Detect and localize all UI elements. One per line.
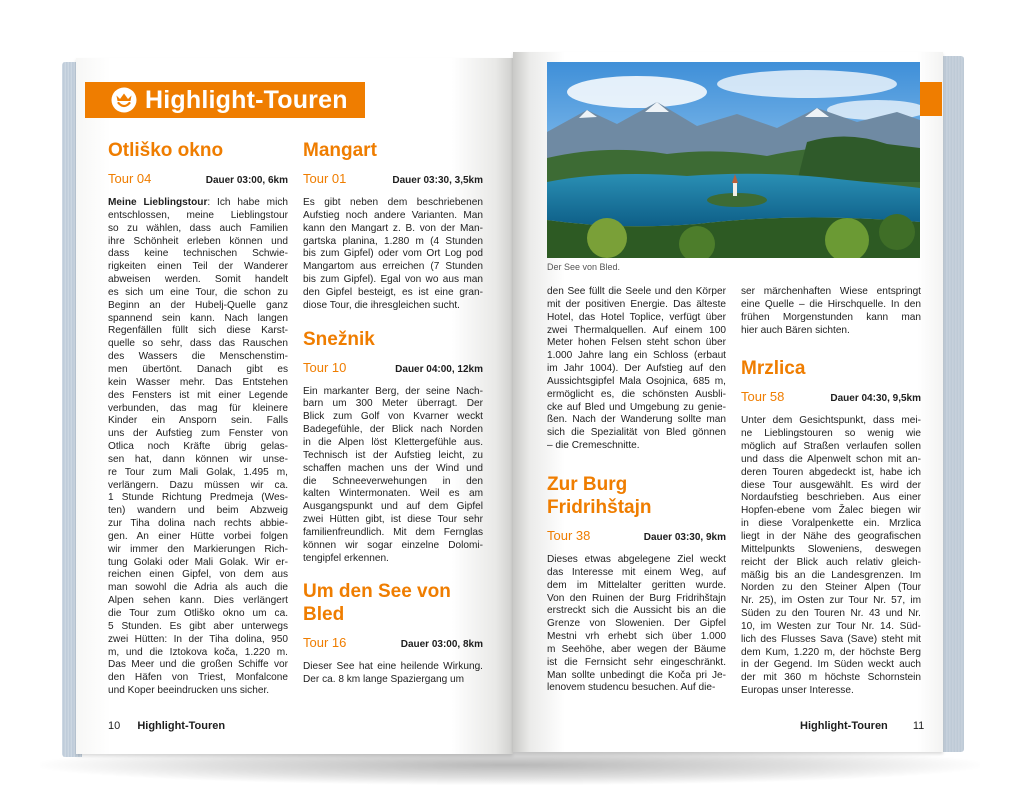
text-line: barn um 300 Meter überragt. Der (303, 398, 483, 410)
text-line: die Tour zum Otliško okno um ca. (108, 608, 288, 619)
text-line: Alpen sehen kann. Dies verlängert (108, 595, 288, 607)
tour-number: Tour 16 (303, 635, 347, 651)
text-line: den Gipfel besteigt, es ist eine gran- (303, 286, 483, 298)
text-line: Otlica noch Kräfte übrig gelas- (108, 441, 288, 453)
text-line: den See füllt die Seele und den Körper (547, 286, 726, 297)
text-line: im Jahr 1004). Der Aufstieg auf den (547, 363, 726, 375)
text-line: in diese Voralpenkette ein. Mrzlica (741, 518, 921, 530)
text-line: das Interesse mit einem Weg, auf (547, 566, 726, 578)
text-line: Man sollte unbedingt die Koča pri Je- (547, 669, 726, 681)
text-line: zur Tiha dolina nach rechts abbie- (108, 518, 288, 530)
lake-bled-photo (547, 62, 920, 258)
text-line: zwei Hütten: In der Tiha dolina, 950 (108, 633, 288, 645)
text-line: Norden zu den Steiner Alpen (Tour (741, 582, 921, 594)
text-line: Von den Ruinen der Burg Fridrihštajn (547, 592, 726, 604)
text-line: mäßig bis an die Landesgrenzen. Im (741, 569, 921, 581)
text-line: es sich um eine Tour, die schon zu (108, 286, 288, 298)
text-line: Süden zu den Touren Nr. 43 und Nr. (741, 608, 921, 620)
text-line: abweisen werden. Somit handelt (108, 274, 288, 286)
text-line: kein Wasser mehr. Das Entstehen (108, 376, 288, 388)
text-line: den Häfen von Triest, Monfalcone (108, 672, 288, 684)
text-line: und dass die Alpenwelt schon mit an- (741, 453, 921, 465)
text-line: familienfreundlich. Mit dem Fernglas (303, 526, 483, 538)
text-line: in der Gegend. Im Süden weckt auch (741, 659, 921, 671)
section-title: Mangart (303, 140, 377, 161)
text-line: zwei Hütten gibt, ist diese Tour sehr (303, 514, 483, 526)
body-text (303, 197, 483, 313)
text-line: 5 Stunden. Es gibt aber unterwegs (108, 620, 288, 632)
body-text (741, 286, 921, 337)
section-title: Zur Burg Fridrihštajn (547, 473, 652, 518)
text-line: Nr. 25), im Osten zur Tour Nr. 57, im (741, 595, 921, 607)
right-column-2 (741, 286, 921, 698)
text-line: möglich auf Straßen verlaufen sollen (741, 441, 921, 453)
running-head: Highlight-Touren (137, 720, 226, 732)
text-line: cke auf Bled und Umgebung zu genie- (547, 401, 726, 413)
text-line: bis zum Gipfel) oder vom Ort Log pod (303, 248, 483, 260)
text-line: der mit 360 m höchste Schornstein (741, 672, 921, 684)
page-number: 11 (912, 720, 925, 732)
text-line: Dieser See hat eine heilende Wirkung. (303, 661, 483, 673)
text-line: Regenfällen füllt sich diese Karst- (108, 325, 288, 337)
text-line: – die Cremeschnitte. (547, 440, 640, 452)
text-line: diose Tour, die ihresgleichen sucht. (303, 299, 460, 311)
text-line: ermöglicht es, die schönsten Ausbli- (547, 388, 726, 400)
text-line: verbunden, das mag für kleinere (108, 402, 288, 414)
text-line: Unter dem Gesichtspunkt, dass mei- (741, 415, 921, 427)
text-line: re Tour zum Mali Golak, 1.495 m, (108, 466, 288, 478)
text-line: kann den Mangart z. B. von der Man- (303, 222, 483, 234)
tour-duration: Dauer 03:00, 6km (205, 175, 288, 186)
text-line: Technisch ist der Aufstieg leicht, zu (303, 449, 483, 461)
tour-number: Tour 01 (303, 171, 347, 186)
tour-info (108, 171, 288, 186)
text-line: reicht der Blick auch relativ gleich- (741, 556, 921, 568)
text-line: kalten Wintermonaten. Weil es am (303, 488, 483, 500)
section-title: Otliško okno (108, 140, 224, 161)
text-line: 1.000 Jahre lang ein Schloss (erbaut (547, 350, 726, 362)
text-line: ne Lieblingstouren so wenig wie (741, 428, 921, 440)
text-line: Mangartom aus erreichen (7 Stunden (303, 261, 483, 273)
text-line: in die Alpen löst Klettergefühle aus. (303, 436, 483, 448)
text-line: des Fensters ist mit einer Legende (108, 389, 288, 401)
text-line: wir immer den Markierungen Rich- (108, 543, 288, 555)
text-line: Mittelpunkts Sloweniens, deswegen (741, 543, 921, 555)
text-line: ihre Schönheit erleben können und (108, 235, 288, 247)
tour-duration: Dauer 03:00, 8km (400, 639, 483, 651)
text-line: so zu wählen, dass auch Familien (108, 222, 288, 234)
body-text (547, 554, 726, 695)
text-line: dem Kum, 1.220 m, der höchste Berg (741, 646, 921, 658)
right-footer (800, 720, 924, 732)
text-line: Grenze von Slowenien. Der Gipfel (547, 618, 726, 630)
text-line: lich des Flusses Sava (Save) steht mit (741, 633, 921, 645)
page-number: 10 (108, 720, 121, 732)
text-line: 1 Stunde Richtung Predmeja (Wes- (108, 492, 288, 504)
text-line: 10, im Westen zur Tour Nr. 14. Süd- (741, 620, 921, 632)
text-line: des Wassers die Menschenstim- (108, 351, 288, 363)
tour-duration: Dauer 04:30, 9,5km (830, 393, 921, 405)
text-line: Das Meer und die großen Schiffe vor (108, 659, 288, 671)
tour-duration: Dauer 03:30, 3,5km (392, 175, 483, 186)
text-line: sen hat, dann können wir unse- (108, 453, 288, 465)
text-line: verlängern. Dazu müssen wir ca. (108, 479, 288, 491)
text-line: Dieses etwas abgelegene Ziel weckt (547, 553, 726, 565)
text-line: ser märchenhaften Wiese entspringt (741, 286, 921, 297)
section-banner (85, 82, 365, 118)
left-footer (108, 720, 225, 732)
text-line: tengipfel erkennen. (303, 552, 389, 564)
crown-smile-icon (111, 87, 137, 113)
text-line: Aufstieg noch andere Varianten. Man (303, 209, 483, 221)
text-line: liegt in der Nähe des geografischen (741, 530, 921, 542)
body-text (547, 286, 726, 453)
text-line: ten) wandern und beim Abzweig (108, 505, 288, 517)
text-line: Ausgangspunkt und auf dem Gipfel (303, 501, 483, 513)
left-column-2 (303, 139, 483, 687)
text-line: tung Golaki oder Mali Golak. Wir er- (108, 556, 288, 568)
text-line: m Seehöhe, aber wegen der Bäume (547, 643, 726, 655)
text-line: gartska planina, 1.280 m (4 Stunden (303, 235, 483, 247)
banner-title: Highlight-Touren (145, 85, 348, 114)
text-line: die Schneeverwehungen in den (303, 475, 483, 487)
text-line: Es gibt neben dem beschriebenen (303, 197, 483, 208)
text-line: Nordaufstieg beschrieben. Aus einer (741, 492, 921, 504)
text-line: deren Touren abgedeckt ist, habe ich (741, 466, 921, 478)
body-text (303, 386, 483, 566)
text-line: zwei Thermalquellen. Auf einem 100 (547, 324, 726, 336)
text-line: man sowohl die Adria als auch die (108, 582, 288, 594)
section-title: Um den See von Bled (303, 581, 451, 626)
tour-number: Tour 04 (108, 171, 152, 186)
text-line: hier auch Bären sichten. (741, 324, 850, 336)
body-text (741, 415, 921, 698)
text-line: reichen einen Gipfel, von dem aus (108, 569, 288, 581)
tour-duration: Dauer 03:30, 9km (643, 531, 726, 543)
text-line: lenovem studencu besuchen. Auf die- (547, 682, 716, 694)
text-line: ist die Fernsicht sehr eingeschränkt. (547, 656, 726, 668)
text-line: gen. An einer Hütte vorbei folgen (108, 530, 288, 542)
text-line: und Koper beeindrucken uns sicher. (108, 685, 270, 697)
text-line: erstreckt sich die Aussicht bis an die (547, 605, 726, 617)
text-line: eine Quelle – die Hirschquelle. In den (741, 298, 921, 310)
text-line: Aussichtsgipfel Mala Osojnica, 685 m, (547, 375, 726, 387)
body-text (303, 661, 483, 687)
tour-info (741, 389, 921, 404)
text-line: bis zum Gipfel). Egal von wo aus man (303, 274, 483, 286)
text-line: m, und die Iztokova koča, 1.220 m. (108, 646, 288, 658)
text-line: ßen. Nach der Wanderung sollte man (547, 414, 726, 426)
text-line: Der ca. 8 km lange Spaziergang um (303, 674, 465, 686)
left-column-1 (108, 139, 288, 698)
text-line: Hopfen-ebene vom Žalec biegen wir (741, 505, 921, 517)
text-line: Meter hohen Felsen steht schon über (547, 337, 726, 349)
text-line: Europas unser Interesse. (741, 685, 854, 697)
text-line: entschlossen, meine Lieblingstour (108, 209, 288, 221)
text-line: frühen Morgenstunden kann man (741, 311, 921, 323)
text-line: Beginn an der Hubelj-Quelle ganz (108, 299, 288, 311)
text-line: rigkeiten einen Teil der Wanderer (108, 261, 288, 273)
tour-number: Tour 10 (303, 359, 347, 375)
text-line: können wir sogar einzelne Dolomi- (303, 539, 483, 551)
tour-info (303, 635, 483, 650)
text-line: sich die Spezialität von Bled gönnen (547, 427, 726, 439)
tour-info (547, 528, 726, 543)
running-head: Highlight-Touren (800, 720, 888, 732)
right-column-1 (547, 286, 726, 695)
tour-info (303, 171, 483, 186)
text-line: Mestni vrh erhebt sich über 1.000 (547, 631, 726, 643)
text-line: Hotel, das Hotel Toplice, verfügt über (547, 311, 726, 323)
text-line: dass keine technischen Schwie- (108, 248, 288, 260)
text-line: Kinder ein Ansporn sein. Falls (108, 415, 288, 427)
section-title: Mrzlica (741, 358, 806, 380)
body-text (108, 197, 288, 698)
photo-caption: Der See von Bled. (547, 262, 621, 272)
tour-number: Tour 58 (741, 389, 785, 405)
lead-in: Meine Lieblingstour (108, 197, 208, 208)
text-line: dem im Mittelalter geritten wurde. (547, 579, 726, 591)
text-line: schaffen machen uns der Wind und (303, 462, 483, 474)
tour-info (303, 360, 483, 375)
text-line: Badegefühle, der Blick nach Norden (303, 424, 483, 436)
section-title: Snežnik (303, 328, 375, 350)
text-line: diese Tour ausgewählt. Es wird der (741, 479, 921, 491)
tour-duration: Dauer 04:00, 12km (395, 363, 483, 375)
text-line: uns der Aufstieg zum Fenster von (108, 428, 288, 440)
text-line: quelle so sehr, dass das Rauschen (108, 338, 288, 350)
text-line: Ein markanter Berg, der seine Nach- (303, 385, 483, 397)
text-line: Blick zum Golf von Kvarner weckt (303, 411, 483, 423)
text-line: mit der positiven Energie. Das älteste (547, 298, 726, 310)
text-line: men übertönt. Danach gibt es (108, 363, 288, 375)
tour-number: Tour 38 (547, 527, 591, 543)
text-line: Meine Lieblingstour: Ich habe mich (108, 197, 288, 208)
text-line: spannend sein kann. Nach langen (108, 312, 288, 324)
